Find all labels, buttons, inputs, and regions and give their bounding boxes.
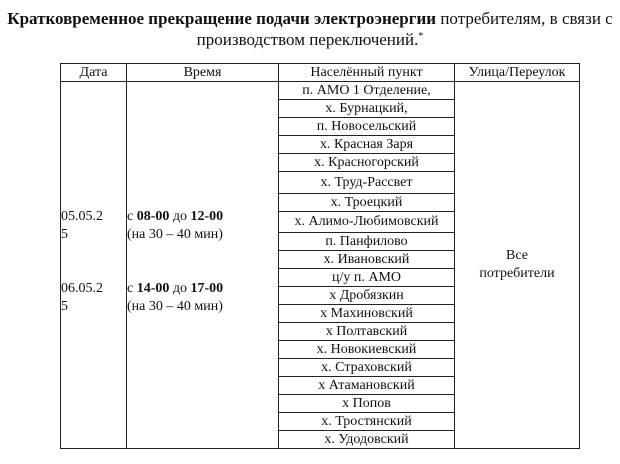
settlement-cell: х. Ивановский xyxy=(279,251,455,269)
settlement-cell: п. АМО 1 Отделение, xyxy=(279,82,455,100)
time-cell xyxy=(127,82,279,449)
settlement-cell: п. Новосельский xyxy=(279,118,455,136)
settlement-cell: х. Красногорский xyxy=(279,154,455,172)
settlement-cell: х. Страховский xyxy=(279,359,455,377)
date-2-line-2: 5 xyxy=(61,299,68,314)
settlement-cell: х Атамановский xyxy=(279,377,455,395)
settlement-cell: х. Красная Заря xyxy=(279,136,455,154)
settlement-cell: п. Панфилово xyxy=(279,233,455,251)
notice-title-bold: Кратковременное прекращение подачи электроэнергии xyxy=(7,9,437,28)
table-row xyxy=(61,82,580,100)
time-window-2 xyxy=(127,280,278,298)
time-1-duration-note: (на 30 – 40 мин) xyxy=(127,227,223,242)
column-header-date: Дата xyxy=(61,64,127,82)
street-line-2: потребители xyxy=(479,266,555,281)
time-1-from-word: с xyxy=(127,209,137,224)
time-2-from: 14-00 xyxy=(136,281,170,296)
settlement-cell: х. Новокиевский xyxy=(279,341,455,359)
date-1-line-2: 5 xyxy=(61,227,68,242)
settlement-cell: х Махиновский xyxy=(279,305,455,323)
date-cell xyxy=(61,82,127,449)
settlement-cell: х. Троецкий xyxy=(279,194,455,212)
time-1-to: 12-00 xyxy=(190,209,224,224)
outage-schedule-table xyxy=(60,63,580,449)
time-1-from: 08-00 xyxy=(136,209,170,224)
time-window-1 xyxy=(127,208,278,226)
time-2-from-word: с xyxy=(127,281,137,296)
settlement-cell: ц/у п. АМО xyxy=(279,269,455,287)
notice-title-rest: потребителям, в связи с производством переключений. xyxy=(196,9,613,49)
time-1-to-word: до xyxy=(169,209,191,224)
column-header-street: Улица/Переулок xyxy=(455,64,580,82)
settlement-cell: х. Тростянский xyxy=(279,413,455,431)
settlement-cell: х Дробязкин xyxy=(279,287,455,305)
footnote-mark: * xyxy=(418,31,424,42)
settlement-cell: х. Труд-Рассвет xyxy=(279,172,455,194)
settlement-cell: х. Удодовский xyxy=(279,431,455,449)
settlement-cell: х. Бурнацкий, xyxy=(279,100,455,118)
street-line-1: Все xyxy=(506,248,528,263)
time-2-to: 17-00 xyxy=(190,281,224,296)
column-header-time: Время xyxy=(127,64,279,82)
time-2-duration-note: (на 30 – 40 мин) xyxy=(127,299,223,314)
table-header-row xyxy=(61,64,580,82)
settlement-cell: х Полтавский xyxy=(279,323,455,341)
notice-title xyxy=(0,8,620,50)
time-2-to-word: до xyxy=(169,281,191,296)
street-cell xyxy=(455,82,580,449)
settlement-cell: х. Алимо-Любимовский xyxy=(279,212,455,233)
date-1-line-1: 05.05.2 xyxy=(61,209,103,224)
settlement-cell: х Попов xyxy=(279,395,455,413)
column-header-settlement: Населённый пункт xyxy=(279,64,455,82)
date-2-line-1: 06.05.2 xyxy=(61,281,103,296)
